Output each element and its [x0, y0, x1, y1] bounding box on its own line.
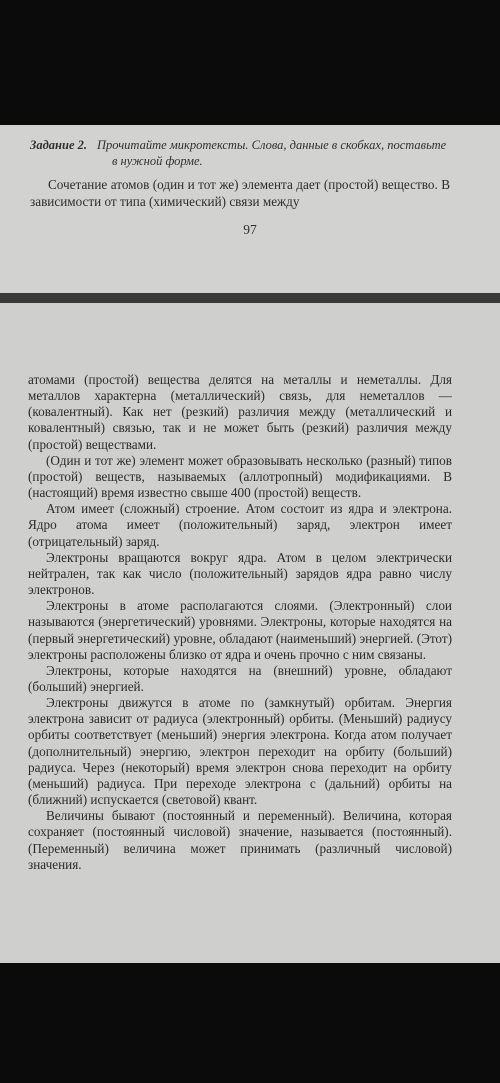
task-heading	[30, 137, 450, 169]
paragraph-1: атомами (простой) вещества делятся на металлы и неметаллы. Для металлов характерна (металлический) связь, для неметаллов — (ковалентный). Как нет (резкий) различия между (металлический и ковалентный) связью, так и не может быть (резкий) различия между (простой) веществами.	[28, 372, 452, 452]
task-label: Задание 2.	[30, 138, 88, 152]
main-text	[28, 372, 452, 873]
paragraph-4: Электроны вращаются вокруг ядра. Атом в целом электрически нейтрален, так как число (положительный) зарядов ядра равно числу электронов.	[28, 549, 452, 598]
top-paragraph	[30, 177, 450, 210]
paragraph-5: Электроны в атоме располагаются слоями. (Электронный) слои называются (энергетический) уровнями. Электроны, которые находятся на (первый энергетический) уровне, обладают (наименьший) энергией. (Этот) электроны расположены близко от ядра и очень прочно с ним связаны.	[28, 598, 452, 662]
page-divider	[0, 293, 500, 303]
task-instruction: Прочитайте микротексты. Слова, данные в скобках, поставьте в нужной форме.	[97, 138, 447, 168]
page-number: 97	[243, 222, 257, 237]
paragraph-6: Электроны, которые находятся на (внешний) уровне, обладают (больший) энергией.	[28, 662, 452, 694]
paragraph-3: Атом имеет (сложный) строение. Атом состоит из ядра и электрона. Ядро атома имеет (положительный) заряд, электрон имеет (отрицательный) заряд.	[28, 501, 452, 549]
paragraph-8: Величины бывают (постоянный и переменный). Величина, которая сохраняет (постоянный числовой) значение, называется (постоянный). (Переменный) величина может принимать (различный числовой) значения.	[28, 808, 452, 872]
paragraph-7: Электроны движутся в атоме по (замкнутый) орбитам. Энергия электрона зависит от радиуса (электронный) орбиты. (Меньший) радиусу орбиты соответствует (меньший) энергия электрона. Когда атом получает (дополнительный) энергию, электрон переходит на орбиту (больший) радиуса. Через (некоторый) время электрон снова переходит на орбиту (меньший) радиуса. При переходе электрона с (дальний) орбиты на (ближний) испускается (световой) квант.	[28, 695, 452, 808]
paragraph-2: (Один и тот же) элемент может образовывать несколько (разный) типов (простой) веществ, называемых (аллотропный) модификациями. В (настоящий) время известно свыше 400 (простой) веществ.	[28, 452, 452, 501]
top-paragraph-text: Сочетание атомов (один и тот же) элемента дает (простой) вещество. В зависимости от типа (химический) связи между	[30, 177, 450, 209]
top-black-bar	[0, 0, 500, 125]
bottom-black-bar	[0, 963, 500, 1083]
